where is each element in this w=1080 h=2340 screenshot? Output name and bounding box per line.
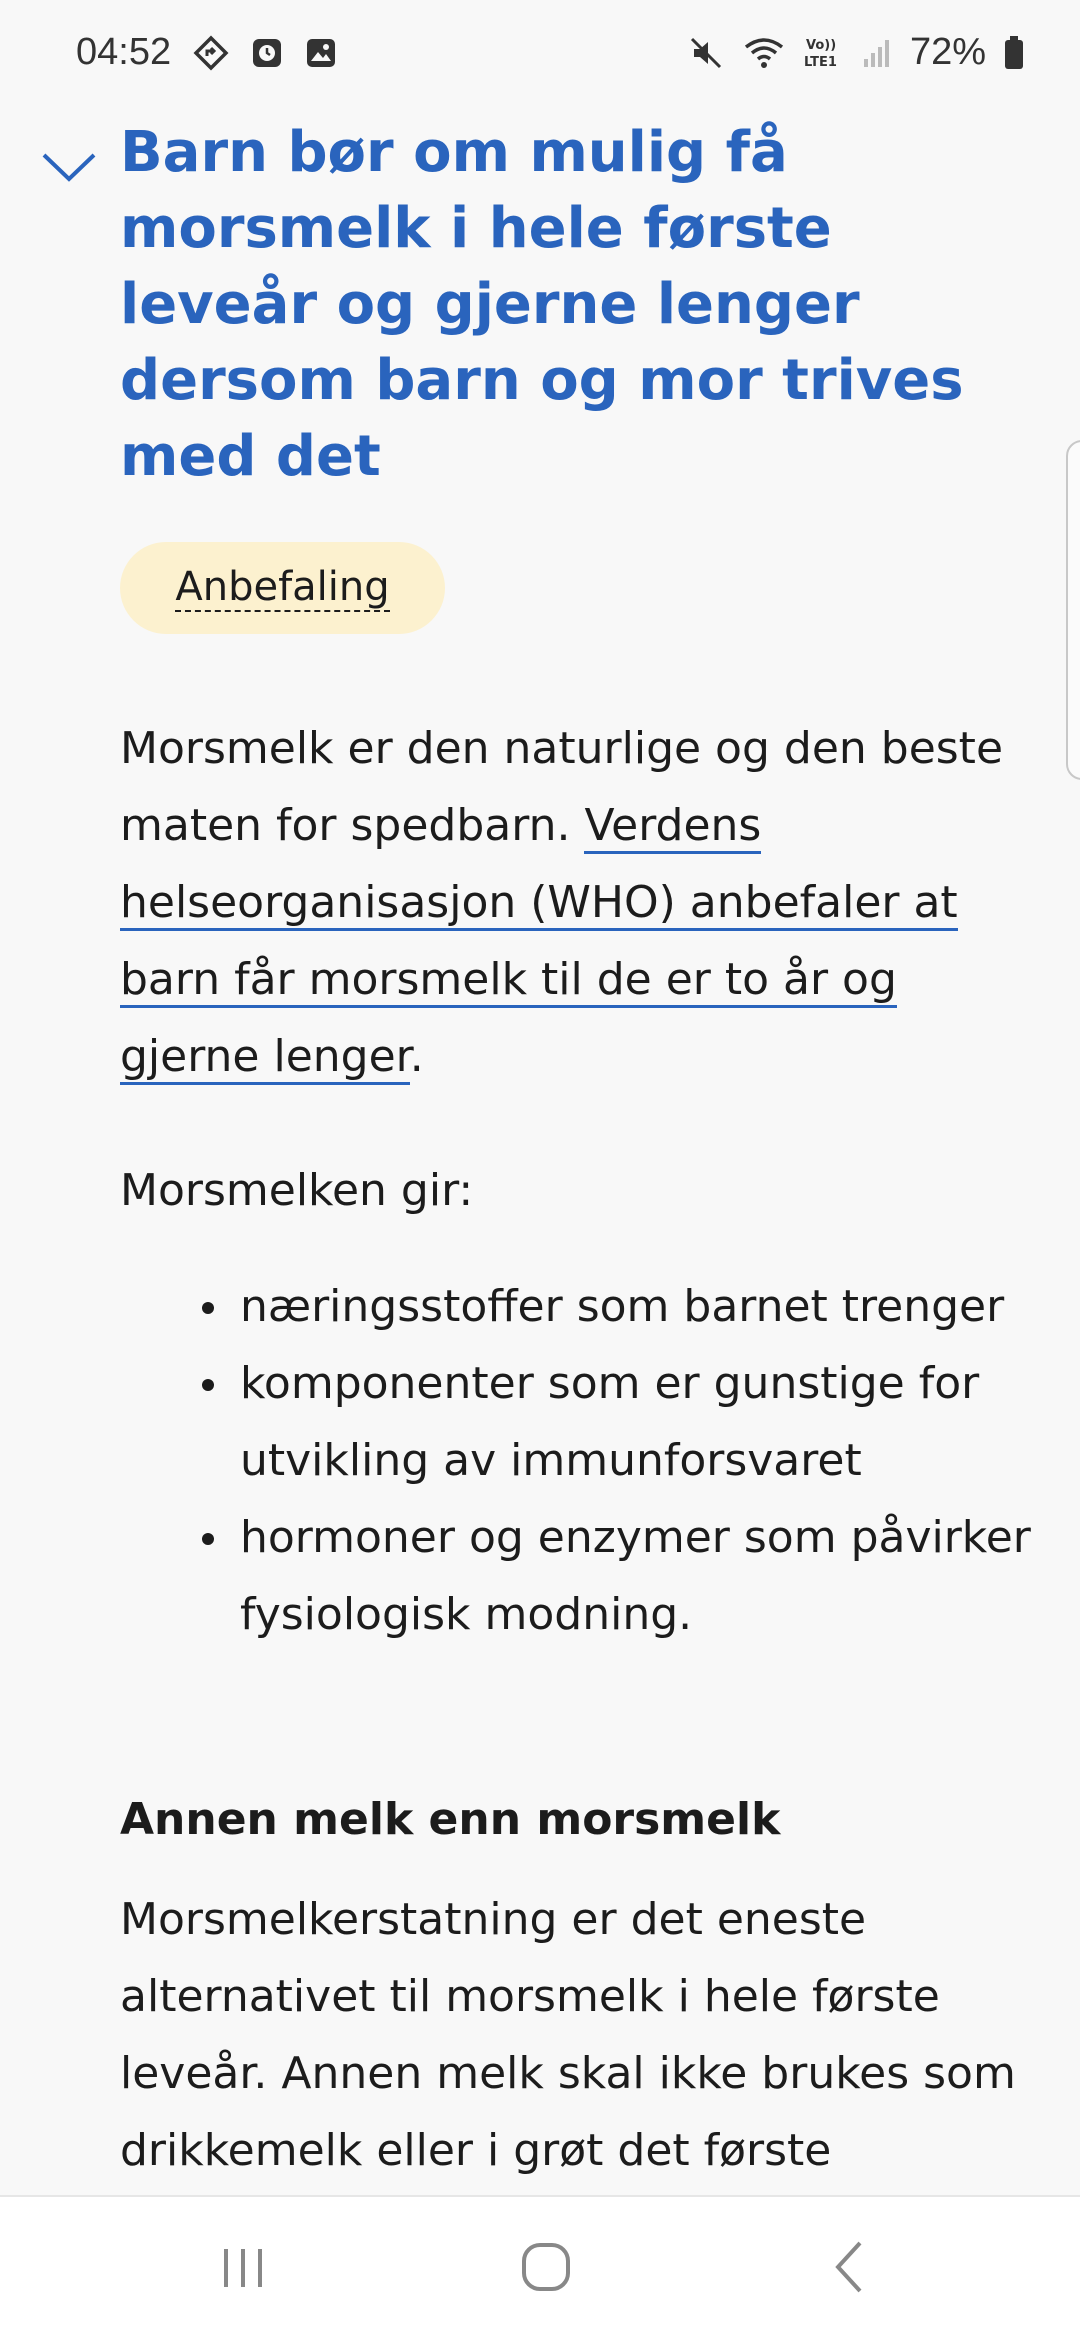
who-recommendation-link[interactable]: Verdens helseorganisasjon (WHO) anbefaler at barn får morsmelk til de er to år og gjerne lenger [120, 800, 958, 1085]
recent-apps-button[interactable] [183, 2227, 303, 2307]
status-time: 04:52 [76, 31, 172, 73]
volte-lte1-icon [804, 35, 844, 71]
list-item: hormoner og enzymer som påvirker fysiologisk modning. [240, 1499, 1040, 1653]
navigation-diamond-icon [193, 35, 229, 71]
recommendation-badge[interactable] [120, 542, 445, 634]
wifi-icon [742, 35, 786, 71]
status-bar-left [76, 31, 337, 74]
intro-paragraph-end: . [409, 1031, 424, 1082]
collapse-chevron-icon[interactable] [38, 135, 100, 197]
benefits-list [120, 1268, 1040, 1653]
section-heading[interactable]: Barn bør om mulig få morsmelk i hele første leveår og gjerne lenger dersom barn og mor trives med det [120, 120, 964, 489]
intro-paragraph-text: Morsmelk er den naturlige og den beste maten for spedbarn. [120, 723, 1004, 851]
formula-paragraph: Morsmelkerstatning er det eneste alternativet til morsmelk i hele første leveår. Annen melk skal ikke brukes som drikkemelk eller i grøt det første [120, 1894, 1016, 2176]
signal-icon [862, 37, 892, 69]
back-button[interactable] [790, 2227, 910, 2307]
recent-apps-icon [213, 2237, 273, 2297]
edge-panel-handle[interactable] [1066, 440, 1080, 780]
intro-paragraph [120, 710, 1020, 1095]
mute-icon [688, 35, 724, 71]
subheading-other-milk: Annen melk enn morsmelk [120, 1794, 781, 1845]
status-bar [0, 0, 1080, 105]
gallery-icon [305, 37, 337, 69]
battery-percent: 72% [909, 31, 986, 73]
clock-app-icon [251, 37, 283, 69]
battery-icon [1004, 36, 1024, 70]
article-content [0, 105, 1080, 2195]
back-icon [820, 2237, 880, 2297]
list-item: næringsstoffer som barnet trenger [240, 1268, 1040, 1345]
badge-label: Anbefaling [175, 564, 390, 610]
home-button[interactable] [486, 2227, 606, 2307]
list-intro: Morsmelken gir: [120, 1165, 474, 1216]
svg-text:LTE1: LTE1 [803, 54, 837, 70]
svg-text:Vo)): Vo)) [805, 37, 837, 53]
status-bar-right [688, 31, 1024, 74]
system-nav-bar [0, 2195, 1080, 2340]
list-item: komponenter som er gunstige for utvikling av immunforsvaret [240, 1345, 1040, 1499]
home-icon [516, 2237, 576, 2297]
